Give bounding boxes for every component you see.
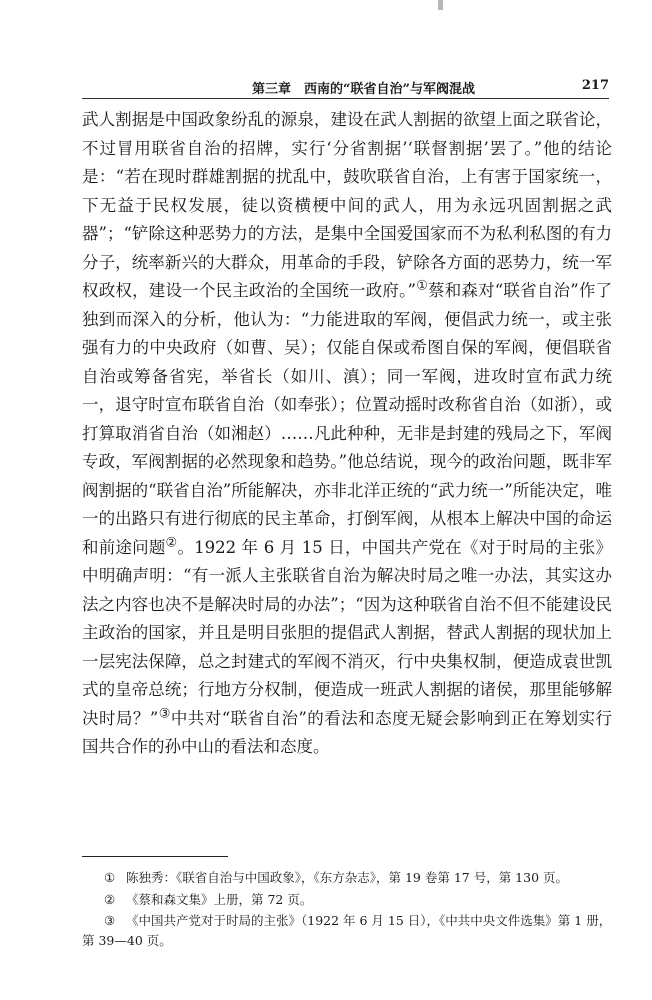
footnote-ref-1: ① bbox=[416, 278, 429, 294]
page-number: 217 bbox=[581, 78, 609, 93]
footnotes bbox=[82, 866, 612, 950]
footnote-text: 《蔡和森文集》上册，第 72 页。 bbox=[126, 891, 313, 907]
text-segment-1: 武人割据是中国政象纷乱的源泉，建设在武人割据的欲望上面之联省论，不过冒用联省自治的招牌，实行‘分省割据’‘联督割据’罢了。”他的结论是：“若在现时群雄割据的扰乱中，鼓吹联省自治，上有害于国家统一，下无益于民权发展，徒以资横梗中间的武人，用为永远巩固割据之武器”；“铲除这种恶势力的方法，是集中全国爱国家而不为私利私图的有力分子，统率新兴的大群众，用革命的手段，铲除各方面的恶势力，统一军权政权，建设一个民主政治的全国统一政府。” bbox=[82, 110, 612, 300]
paragraph bbox=[82, 106, 612, 762]
footnote-1 bbox=[82, 868, 612, 888]
text-segment-3: 。1922 年 6 月 15 日，中国共产党在《对于时局的主张》中明确声明：“有一派人主张联省自治为解决时局之唯一办法，其实这办法之内容也决不是解决时局的办法”；“因为这种联省自治不但不能建设民主政治的国家，并且是明目张胆的提倡武人割据，替武人割据的现状加上一层宪法保障，总之封建式的军阀不消灭，行中央集权制，便造成袁世凯式的皇帝总统；行地方分权制，便造成一班武人割据的诸侯，那里能够解决时局？” bbox=[82, 537, 612, 728]
footnote-text: 《中国共产党对于时局的主张》（1922 年 6 月 15 日），《中共中央文件选集》第 1 册，第 39—40 页。 bbox=[82, 913, 612, 948]
footnote-3 bbox=[82, 911, 612, 950]
main-text bbox=[82, 106, 612, 762]
scan-mark bbox=[438, 0, 443, 10]
header-rule bbox=[82, 98, 609, 99]
running-head bbox=[82, 74, 609, 98]
footnote-marker: ② bbox=[104, 891, 116, 907]
footnote-2 bbox=[82, 890, 612, 910]
footnote-marker: ③ bbox=[104, 913, 116, 928]
chapter-title: 第三章 西南的“联省自治”与军阀混战 bbox=[252, 82, 475, 97]
text-segment-2: 蔡和森对“联省自治”作了独到而深入的分析，他认为：“力能进取的军阀，便倡武力统一，或主张强有力的中央政府（如曹、吴）；仅能自保或希图自保的军阀，便倡联省自治或筹备省宪，举省长（如川、滇）；同一军阀，进攻时宣布武力统一，退守时宣布联省自治（如奉张）；位置动摇时改称省自治（如浙），或打算取消省自治（如湘赵）……凡此种种，无非是封建的残局之下，军阀专政，军阀割据的必然现象和趋势。”他总结说，现今的政治问题，既非军阀割据的“联省自治”所能解决，亦非北洋正统的“武力统一”所能决定，唯一的出路只有进行彻底的民主革命，打倒军阀，从根本上解决中国的命运和前途问题 bbox=[82, 281, 613, 557]
text-segment-4: 中共对“联省自治”的看法和态度无疑会影响到正在筹划实行国共合作的孙中山的看法和态度。 bbox=[82, 708, 613, 756]
footnote-text: 陈独秀：《联省自治与中国政象》，《东方杂志》，第 19 卷第 17 号，第 130 页。 bbox=[126, 870, 569, 885]
footnote-marker: ① bbox=[104, 870, 116, 885]
footnote-rule bbox=[82, 856, 228, 857]
footnote-ref-2: ② bbox=[165, 535, 178, 550]
footnote-ref-3: ③ bbox=[158, 706, 171, 721]
